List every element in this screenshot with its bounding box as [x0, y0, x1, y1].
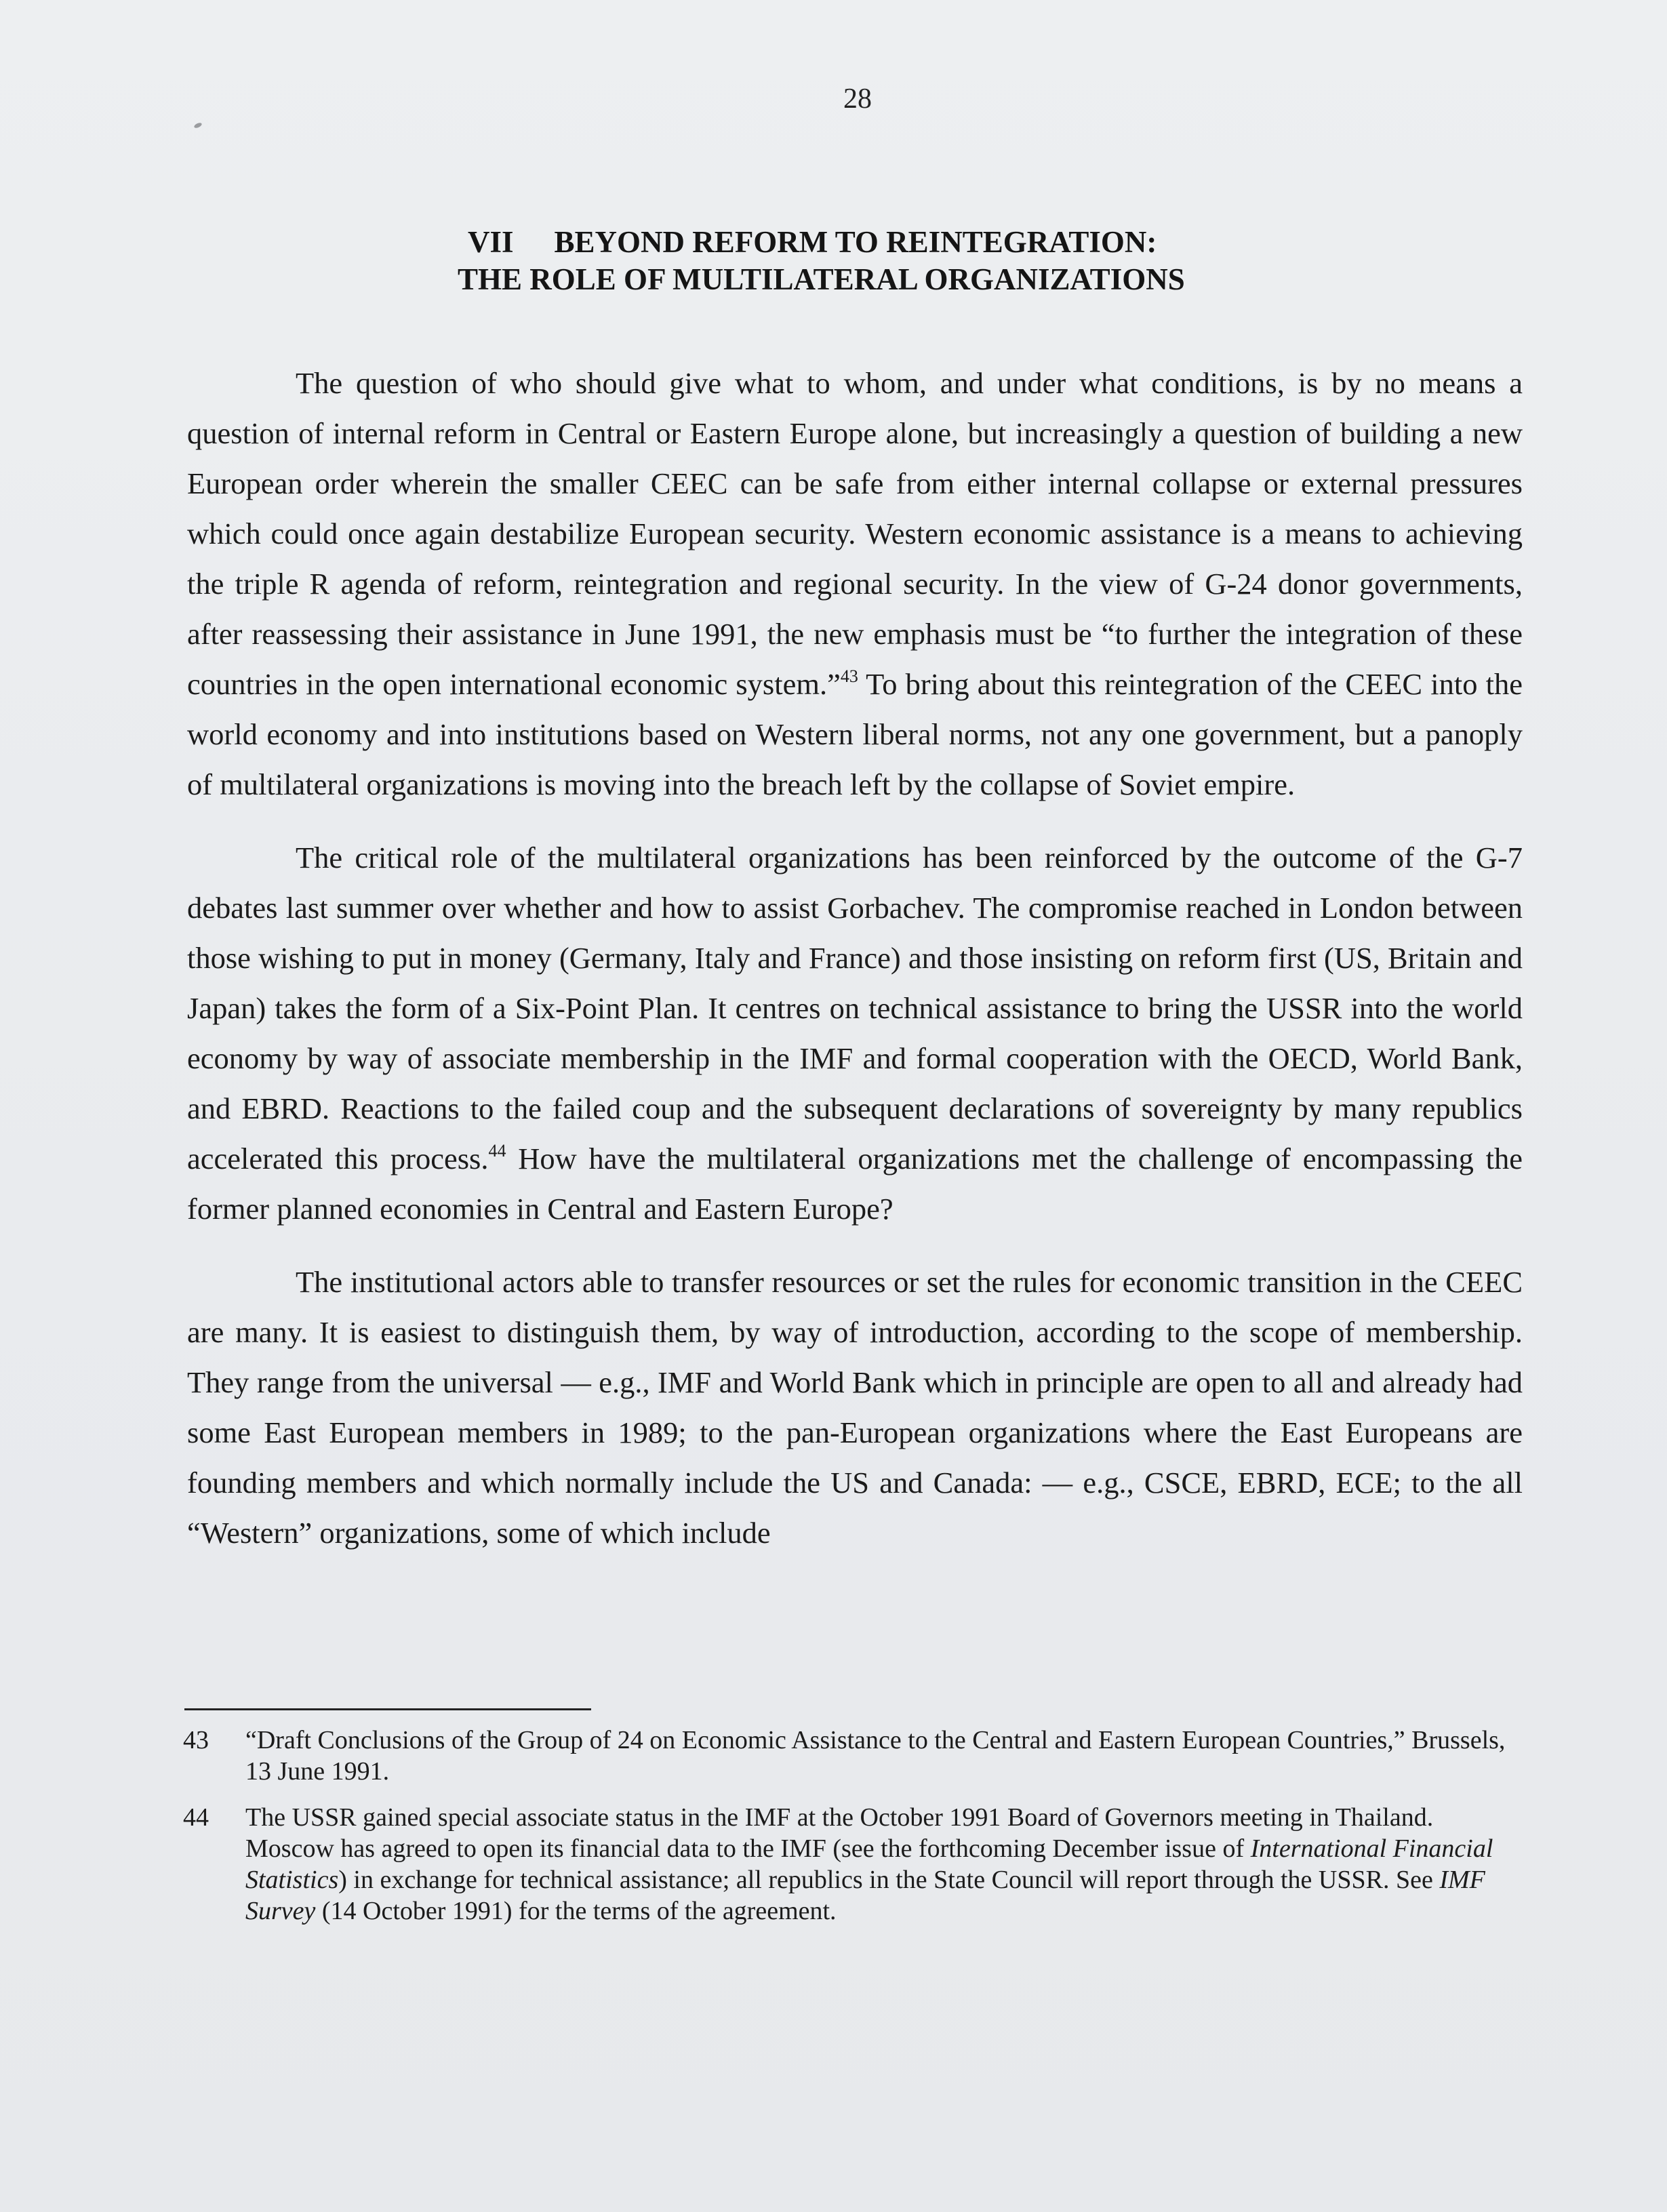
footnote-44	[183, 1802, 1519, 1927]
page-number: 28	[843, 83, 872, 115]
footnote-text	[245, 1802, 1519, 1927]
footnote-44-text-a: The USSR gained special associate status in the IMF at the October 1991 Board of Governors meeting in Thailand. Moscow has agreed to open its financial data to the IMF (see the forthcoming December issue of	[245, 1803, 1434, 1863]
heading-title-line-1: BEYOND REFORM TO REINTEGRATION:	[554, 225, 1157, 259]
footnote-text: “Draft Conclusions of the Group of 24 on Economic Assistance to the Central and Eastern European Countries,” Brussels, 13 June 1991.	[245, 1726, 1506, 1786]
section-number: VII	[468, 225, 514, 259]
footnote-44-text-b: ) in exchange for technical assistance; all republics in the State Council will report through the USSR. See	[338, 1866, 1440, 1894]
body-text	[187, 358, 1523, 1581]
footnotes	[183, 1725, 1519, 1942]
section-heading	[458, 224, 1315, 298]
footnote-ref-43: 43	[840, 666, 858, 686]
footnote-number: 43	[183, 1726, 209, 1754]
paragraph-3-text: The institutional actors able to transfer resources or set the rules for economic transition in the CEEC are many. It is easiest to distinguish them, by way of introduction, according to the scope of membership. They range from the universal — e.g., IMF and World Bank which in principle are open to all and already had some East European members in 1989; to the pan-European organizations where the East Europeans are founding members and which normally include the US and Canada: — e.g., CSCE, EBRD, ECE; to the all “Western” organizations, some of which include	[187, 1265, 1523, 1550]
paragraph-1-text-a: The question of who should give what to whom, and under what conditions, is by no means a question of internal reform in Central or Eastern Europe alone, but increasingly a question of building a new European order wherein the smaller CEEC can be safe from either internal collapse or external pressures which could once again destabilize European security. Western economic assistance is a means to achieving the triple R agenda of reform, reintegration and regional security. In the view of G-24 donor governments, after reassessing their assistance in June 1991, the new emphasis must be “to further the integration of these countries in the open international economic system.”	[187, 366, 1523, 701]
paragraph-1-text-b: To bring about this reintegration of the CEEC into the world economy and into institutions based on Western liberal norms, not any one government, but a panoply of multilateral organizations is moving into the breach left by the collapse of Soviet empire.	[187, 667, 1523, 801]
footnote-ref-44: 44	[488, 1141, 506, 1161]
footnote-43	[183, 1725, 1519, 1787]
paragraph-2-text-a: The critical role of the multilateral organizations has been reinforced by the outcome of the G-7 debates last summer over whether and how to assist Gorbachev. The compromise reached in London between those wishing to put in money (Germany, Italy and France) and those insisting on reform first (US, Britain and Japan) takes the form of a Six-Point Plan. It centres on technical assistance to bring the USSR into the world economy by way of associate membership in the IMF and formal cooperation with the OECD, World Bank, and EBRD. Reactions to the failed coup and the subsequent declarations of sovereignty by many republics accelerated this process.	[187, 841, 1523, 1175]
footnote-44-italic-title: International Financial Statistics	[245, 1834, 1493, 1894]
paragraph-1	[187, 358, 1523, 809]
scan-speck	[193, 122, 202, 129]
footnote-separator	[184, 1708, 591, 1710]
footnote-number: 44	[183, 1803, 209, 1832]
heading-title-line-2: THE ROLE OF MULTILATERAL ORGANIZATIONS	[458, 262, 1185, 296]
paragraph-2-text-b: How have the multilateral organizations met the challenge of encompassing the former planned economies in Central and Eastern Europe?	[187, 1142, 1523, 1226]
paragraph-2	[187, 832, 1523, 1234]
heading-line-1	[468, 224, 1315, 261]
paragraph-3	[187, 1257, 1523, 1558]
footnote-44-italic-survey: IMF Survey	[245, 1866, 1485, 1925]
footnote-44-text-c: (14 October 1991) for the terms of the agreement.	[315, 1897, 837, 1925]
